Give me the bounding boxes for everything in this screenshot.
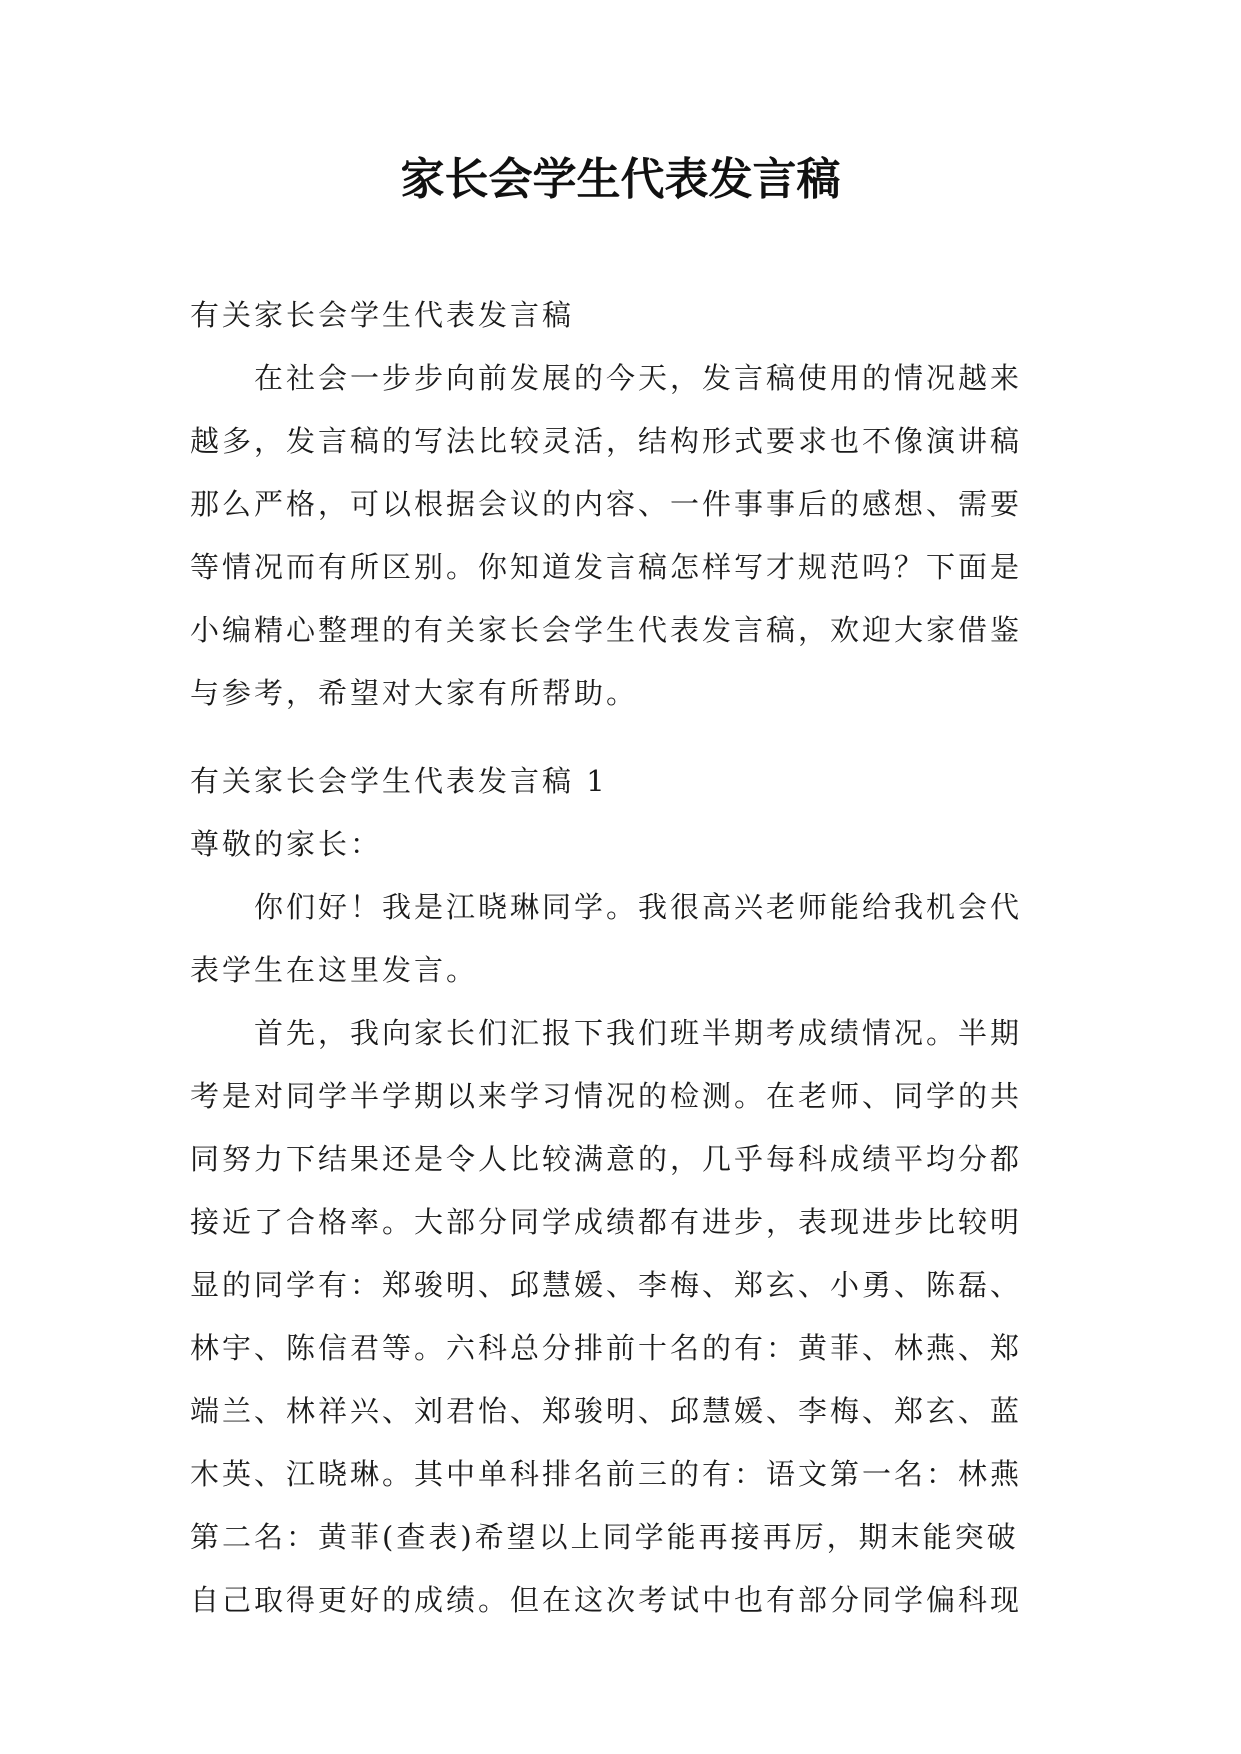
- paragraph-line: 端兰、林祥兴、刘君怡、郑骏明、邱慧媛、李梅、郑玄、蓝: [190, 1394, 1023, 1428]
- paragraph-line: 同努力下结果还是令人比较满意的，几乎每科成绩平均分都: [190, 1142, 1023, 1176]
- paragraph-line: 第二名：黄菲(查表)希望以上同学能再接再厉，期末能突破: [190, 1520, 1019, 1554]
- intro-heading: 有关家长会学生代表发言稿: [190, 298, 575, 332]
- intro-line: 小编精心整理的有关家长会学生代表发言稿，欢迎大家借鉴: [190, 613, 1023, 647]
- paragraph-line: 自己取得更好的成绩。但在这次考试中也有部分同学偏科现: [190, 1583, 1023, 1617]
- speech-salutation: 尊敬的家长：: [190, 827, 383, 861]
- paragraph-line: 林宇、陈信君等。六科总分排前十名的有：黄菲、林燕、郑: [190, 1331, 1023, 1365]
- document-title: 家长会学生代表发言稿: [400, 154, 841, 205]
- intro-line: 等情况而有所区别。你知道发言稿怎样写才规范吗？下面是: [190, 550, 1023, 584]
- paragraph-line: 表学生在这里发言。: [190, 953, 479, 987]
- intro-section: [190, 284, 1058, 725]
- paragraph-line: 考是对同学半学期以来学习情况的检测。在老师、同学的共: [190, 1079, 1023, 1113]
- paragraph-line: 木英、江晓琳。其中单科排名前三的有：语文第一名：林燕: [190, 1457, 1023, 1491]
- paragraph-line: 显的同学有：郑骏明、邱慧媛、李梅、郑玄、小勇、陈磊、: [190, 1268, 1023, 1302]
- intro-line: 越多，发言稿的写法比较灵活，结构形式要求也不像演讲稿: [190, 424, 1023, 458]
- paragraph-line: 首先，我向家长们汇报下我们班半期考成绩情况。半期: [254, 1016, 1023, 1050]
- intro-line: 与参考，希望对大家有所帮助。: [190, 676, 639, 710]
- speech-heading: 有关家长会学生代表发言稿 1: [190, 764, 608, 798]
- intro-line: 那么严格，可以根据会议的内容、一件事事后的感想、需要: [190, 487, 1023, 521]
- paragraph-line: 你们好！我是江晓琳同学。我很高兴老师能给我机会代: [254, 890, 1023, 924]
- intro-line: 在社会一步步向前发展的今天，发言稿使用的情况越来: [254, 361, 1023, 395]
- paragraph-line: 接近了合格率。大部分同学成绩都有进步，表现进步比较明: [190, 1205, 1023, 1239]
- speech-section: [190, 750, 1058, 1632]
